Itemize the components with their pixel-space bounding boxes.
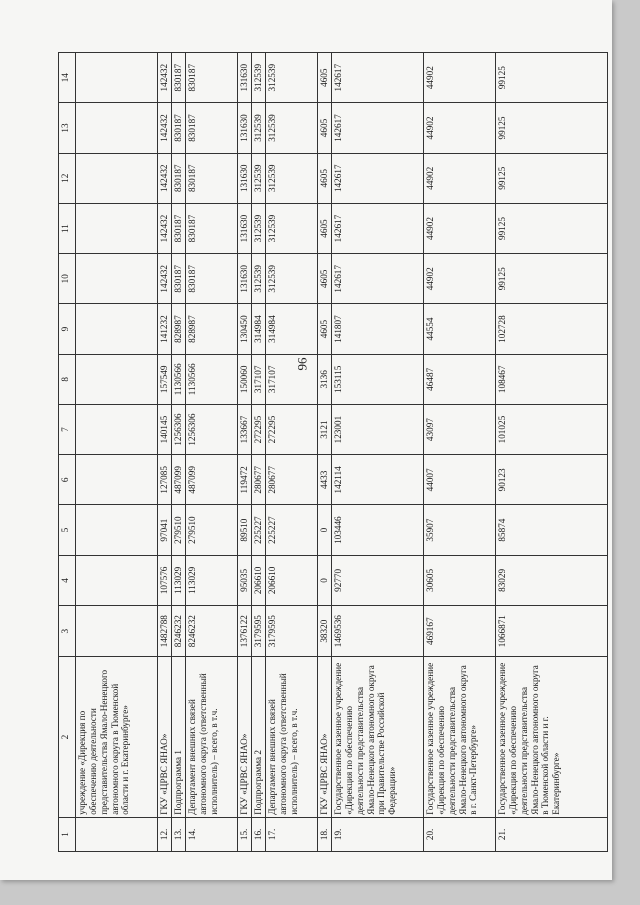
table-row <box>158 53 172 852</box>
cell-value: 142432 <box>158 153 172 203</box>
row-label: Подпрограмма 1 <box>172 657 186 817</box>
cell-value: 8246232 <box>172 606 186 657</box>
row-label: Государственное казенное учреждение «Дирекция по обеспечению деятельности представительства Ямало-Ненецкого автономного округа при Правительстве Российской Федерации» <box>332 657 424 817</box>
cell-value: 44902 <box>424 203 496 253</box>
column-header: 2 <box>59 657 76 817</box>
table-row <box>266 53 318 852</box>
cell-value: 272295 <box>252 404 266 454</box>
cell-value: 140145 <box>158 404 172 454</box>
cell-value: 92770 <box>332 555 424 605</box>
cell-value: 127085 <box>158 455 172 505</box>
cell-value: 3121 <box>318 404 332 454</box>
cell-value: 830187 <box>186 103 238 153</box>
cell-value: 1482788 <box>158 606 172 657</box>
column-header: 11 <box>59 203 76 253</box>
column-header: 3 <box>59 606 76 657</box>
cell-value: 35907 <box>424 505 496 555</box>
row-label: Государственное казенное учреждение «Дирекция по обеспечению деятельности представительства Ямало-Ненецкого автономного округа в г. Санкт-Петербурге» <box>424 657 496 817</box>
cell-value: 123001 <box>332 404 424 454</box>
cell-value: 150060 <box>238 354 252 404</box>
column-header: 8 <box>59 354 76 404</box>
budget-table <box>58 52 608 852</box>
cell-value: 272295 <box>266 404 318 454</box>
cell-value: 142617 <box>332 53 424 103</box>
row-label: ГКУ «ЦРВС ЯНАО» <box>238 657 252 817</box>
cell-value: 30605 <box>424 555 496 605</box>
cell-value: 142432 <box>158 254 172 304</box>
cell-value: 131630 <box>238 254 252 304</box>
cell-value: 312539 <box>266 103 318 153</box>
cell-value: 113029 <box>172 555 186 605</box>
cell-value: 225227 <box>266 505 318 555</box>
cell-value: 312539 <box>252 153 266 203</box>
row-label: Департамент внешних связей автономного округа (ответственный исполнитель) – всего, в т.ч. <box>266 657 318 817</box>
cell-value: 3179595 <box>252 606 266 657</box>
row-label: ГКУ «ЦРВС ЯНАО» <box>158 657 172 817</box>
table-row <box>186 53 238 852</box>
cell-value <box>76 606 158 657</box>
cell-value: 279510 <box>186 505 238 555</box>
cell-value: 108467 <box>496 354 608 404</box>
cell-value: 4605 <box>318 304 332 354</box>
cell-value: 206610 <box>266 555 318 605</box>
row-label: учреждение «Дирекция по обеспечению деятельности представительства Ямало-Ненецкого автономного округа в Тюменской области и г. Екатеринбурге» <box>76 657 158 817</box>
cell-value <box>76 153 158 203</box>
cell-value: 4605 <box>318 103 332 153</box>
cell-value: 142432 <box>158 103 172 153</box>
cell-value: 38320 <box>318 606 332 657</box>
table-row <box>496 53 608 852</box>
cell-value: 99125 <box>496 254 608 304</box>
cell-value: 312539 <box>252 254 266 304</box>
cell-value: 1376122 <box>238 606 252 657</box>
cell-value: 279510 <box>172 505 186 555</box>
cell-value <box>76 404 158 454</box>
cell-value: 3179595 <box>266 606 318 657</box>
cell-value: 99125 <box>496 103 608 153</box>
cell-value: 1130566 <box>172 354 186 404</box>
cell-value: 141807 <box>332 304 424 354</box>
cell-value <box>76 203 158 253</box>
cell-value <box>76 455 158 505</box>
cell-value: 131630 <box>238 53 252 103</box>
cell-value: 314984 <box>252 304 266 354</box>
cell-value: 142617 <box>332 254 424 304</box>
cell-value: 46487 <box>424 354 496 404</box>
cell-value: 830187 <box>172 203 186 253</box>
column-header: 13 <box>59 103 76 153</box>
cell-value: 225227 <box>252 505 266 555</box>
cell-value: 314984 <box>266 304 318 354</box>
cell-value: 312539 <box>252 103 266 153</box>
cell-value: 1066871 <box>496 606 608 657</box>
cell-value: 142432 <box>158 203 172 253</box>
cell-value: 312539 <box>266 254 318 304</box>
row-number: 16. <box>252 817 266 851</box>
cell-value: 113029 <box>186 555 238 605</box>
cell-value: 0 <box>318 505 332 555</box>
cell-value: 99125 <box>496 153 608 203</box>
cell-value: 469167 <box>424 606 496 657</box>
cell-value: 103446 <box>332 505 424 555</box>
cell-value: 4433 <box>318 455 332 505</box>
row-number <box>76 817 158 851</box>
cell-value: 487099 <box>172 455 186 505</box>
table-row <box>252 53 266 852</box>
cell-value <box>76 304 158 354</box>
cell-value: 142617 <box>332 103 424 153</box>
cell-value: 1469536 <box>332 606 424 657</box>
cell-value: 312539 <box>252 53 266 103</box>
cell-value: 830187 <box>186 254 238 304</box>
cell-value: 312539 <box>266 153 318 203</box>
cell-value: 131630 <box>238 103 252 153</box>
row-label: Департамент внешних связей автономного округа (ответственный исполнитель) – всего, в т.ч. <box>186 657 238 817</box>
cell-value: 44007 <box>424 455 496 505</box>
cell-value: 107576 <box>158 555 172 605</box>
cell-value: 4605 <box>318 53 332 103</box>
cell-value: 4605 <box>318 203 332 253</box>
cell-value: 44902 <box>424 53 496 103</box>
table-row <box>424 53 496 852</box>
column-header: 5 <box>59 505 76 555</box>
cell-value <box>76 505 158 555</box>
cell-value <box>76 103 158 153</box>
cell-value: 101025 <box>496 404 608 454</box>
cell-value: 830187 <box>172 254 186 304</box>
cell-value: 1256306 <box>172 404 186 454</box>
cell-value: 89510 <box>238 505 252 555</box>
row-number: 15. <box>238 817 252 851</box>
row-number: 17. <box>266 817 318 851</box>
cell-value: 280677 <box>266 455 318 505</box>
row-number: 21. <box>496 817 608 851</box>
cell-value: 44902 <box>424 254 496 304</box>
cell-value: 119472 <box>238 455 252 505</box>
cell-value: 142432 <box>158 53 172 103</box>
cell-value: 828987 <box>172 304 186 354</box>
cell-value: 102728 <box>496 304 608 354</box>
cell-value: 130450 <box>238 304 252 354</box>
cell-value: 830187 <box>172 103 186 153</box>
cell-value: 133667 <box>238 404 252 454</box>
cell-value: 131630 <box>238 203 252 253</box>
cell-value: 153115 <box>332 354 424 404</box>
column-header: 14 <box>59 53 76 103</box>
cell-value: 312539 <box>252 203 266 253</box>
row-label: Государственное казенное учреждение «Дирекция по обеспечению деятельности представительства Ямало-Ненецкого автономного округа в Тюменской области и г. Екатеринбурге» <box>496 657 608 817</box>
cell-value: 312539 <box>266 53 318 103</box>
column-header: 7 <box>59 404 76 454</box>
table-row <box>318 53 332 852</box>
row-label: ГКУ «ЦРВС ЯНАО» <box>318 657 332 817</box>
cell-value: 99125 <box>496 203 608 253</box>
table-header-row <box>59 53 76 852</box>
row-number: 20. <box>424 817 496 851</box>
cell-value: 0 <box>318 555 332 605</box>
cell-value: 830187 <box>186 153 238 203</box>
column-header: 4 <box>59 555 76 605</box>
column-header: 9 <box>59 304 76 354</box>
table-row <box>172 53 186 852</box>
row-number: 19. <box>332 817 424 851</box>
cell-value: 1256306 <box>186 404 238 454</box>
cell-value: 487099 <box>186 455 238 505</box>
row-number: 13. <box>172 817 186 851</box>
cell-value: 141232 <box>158 304 172 354</box>
cell-value: 280677 <box>252 455 266 505</box>
cell-value: 90123 <box>496 455 608 505</box>
cell-value: 95035 <box>238 555 252 605</box>
column-header: 10 <box>59 254 76 304</box>
cell-value: 44902 <box>424 103 496 153</box>
cell-value: 4605 <box>318 254 332 304</box>
cell-value <box>76 53 158 103</box>
row-number: 18. <box>318 817 332 851</box>
cell-value <box>76 254 158 304</box>
table-row <box>76 53 158 852</box>
cell-value: 131630 <box>238 153 252 203</box>
cell-value: 312539 <box>266 203 318 253</box>
row-number: 12. <box>158 817 172 851</box>
cell-value: 206610 <box>252 555 266 605</box>
rotated-table-container <box>58 52 562 852</box>
cell-value: 43097 <box>424 404 496 454</box>
cell-value <box>76 354 158 404</box>
column-header: 1 <box>59 817 76 851</box>
cell-value: 8246232 <box>186 606 238 657</box>
cell-value <box>76 555 158 605</box>
cell-value: 142617 <box>332 153 424 203</box>
cell-value: 830187 <box>186 53 238 103</box>
cell-value: 317107 <box>266 354 318 404</box>
cell-value: 44902 <box>424 153 496 203</box>
row-label: Подпрограмма 2 <box>252 657 266 817</box>
column-header: 12 <box>59 153 76 203</box>
cell-value: 85874 <box>496 505 608 555</box>
cell-value: 142114 <box>332 455 424 505</box>
cell-value: 157549 <box>158 354 172 404</box>
cell-value: 3136 <box>318 354 332 404</box>
cell-value: 830187 <box>186 203 238 253</box>
cell-value: 83029 <box>496 555 608 605</box>
cell-value: 142617 <box>332 203 424 253</box>
cell-value: 97041 <box>158 505 172 555</box>
cell-value: 1130566 <box>186 354 238 404</box>
cell-value: 4605 <box>318 153 332 203</box>
cell-value: 99125 <box>496 53 608 103</box>
cell-value: 830187 <box>172 153 186 203</box>
cell-value: 317107 <box>252 354 266 404</box>
cell-value: 828987 <box>186 304 238 354</box>
cell-value: 44554 <box>424 304 496 354</box>
table-row <box>332 53 424 852</box>
table-row <box>238 53 252 852</box>
page-number: 96 <box>294 357 310 371</box>
cell-value: 830187 <box>172 53 186 103</box>
column-header: 6 <box>59 455 76 505</box>
row-number: 14. <box>186 817 238 851</box>
